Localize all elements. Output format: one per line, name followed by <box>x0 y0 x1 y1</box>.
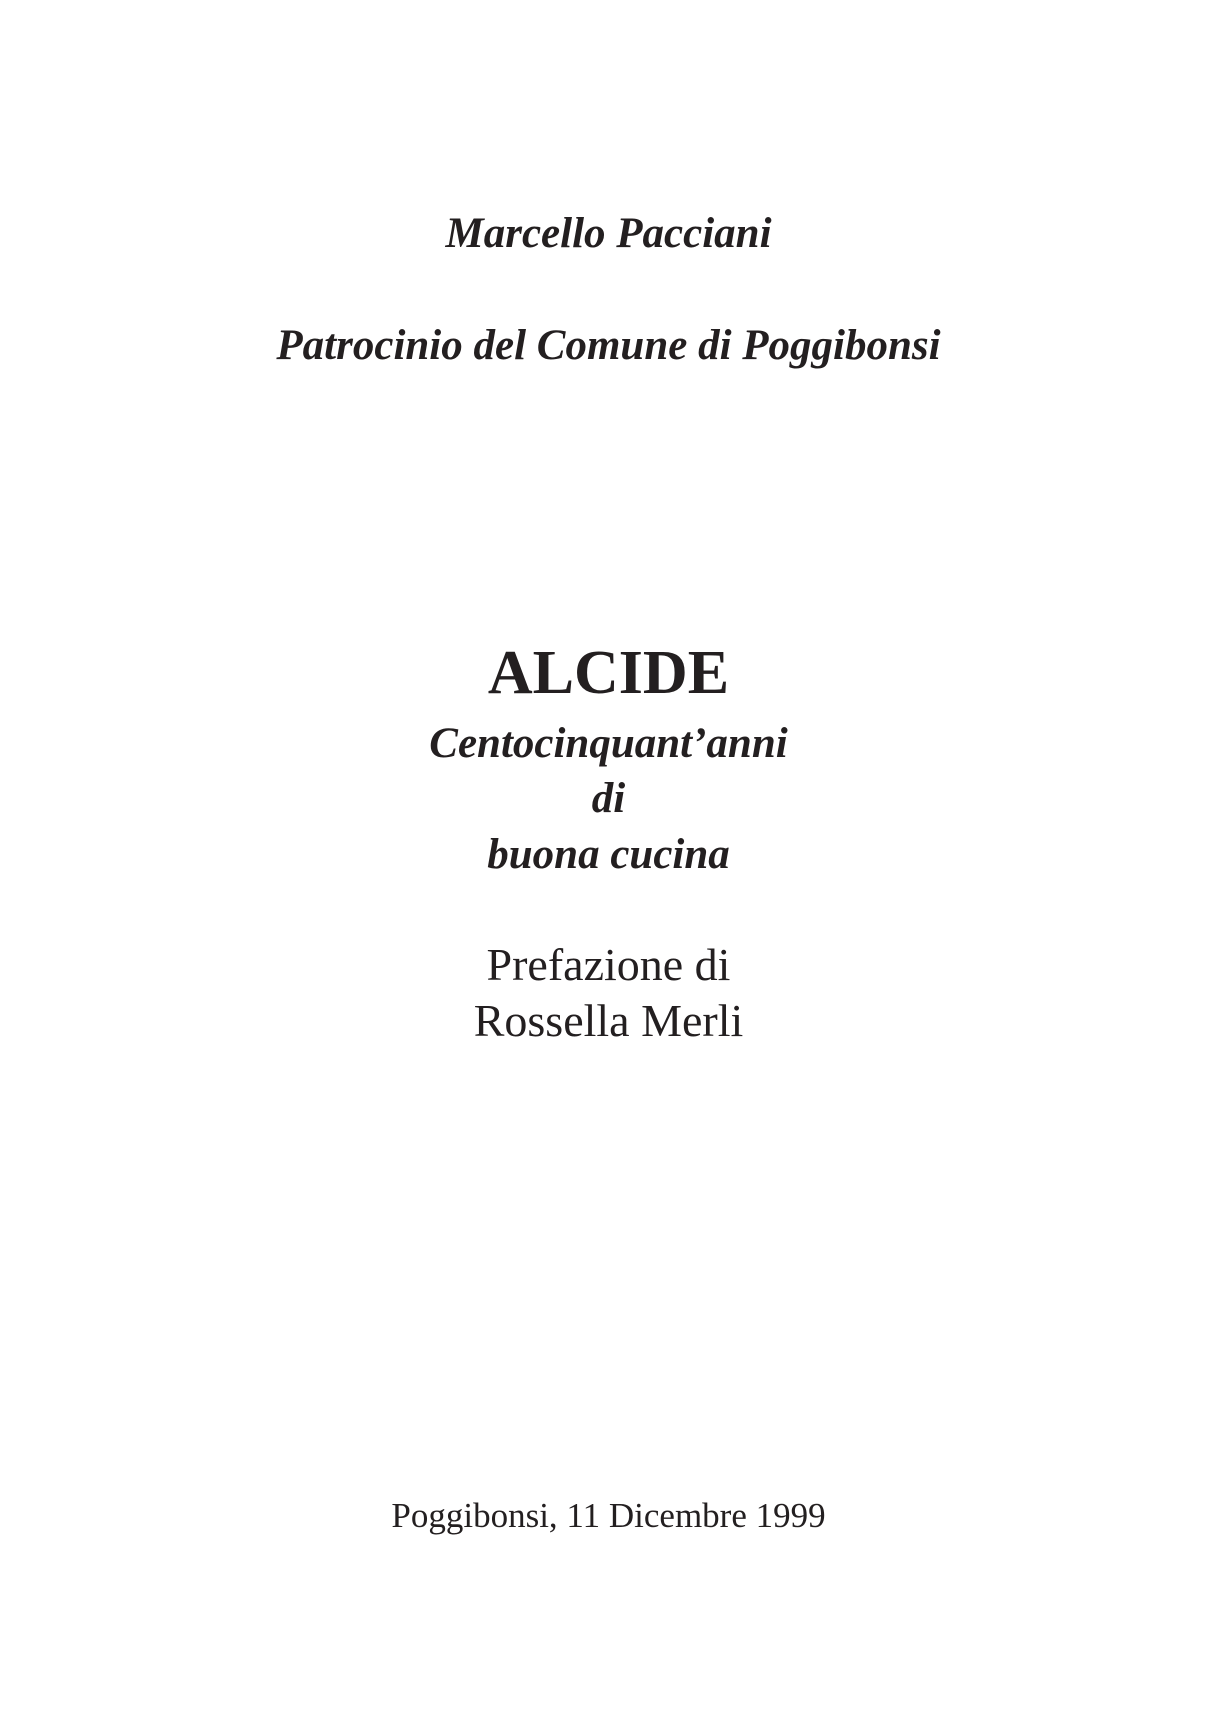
author-name: Marcello Pacciani <box>445 210 772 257</box>
place-and-date: Poggibonsi, 11 Dicembre 1999 <box>391 1496 826 1535</box>
book-title: ALCIDE <box>487 639 730 707</box>
subtitle-line-1: Centocinquant’anni <box>429 720 788 767</box>
subtitle-line-3: buona cucina <box>487 831 730 878</box>
preface-label: Prefazione di <box>486 939 731 990</box>
preface-author: Rossella Merli <box>473 995 744 1046</box>
patronage-line: Patrocinio del Comune di Poggibonsi <box>276 322 941 369</box>
subtitle-line-2: di <box>591 775 626 822</box>
